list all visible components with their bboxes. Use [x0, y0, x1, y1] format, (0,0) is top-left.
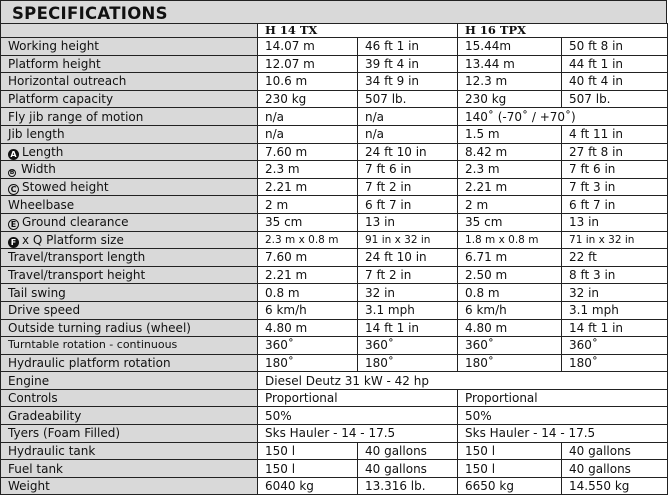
- spec-label: [1, 442, 258, 460]
- spec-value: 40 gallons: [562, 442, 668, 460]
- spec-value: 2.21 m: [258, 266, 358, 284]
- spec-label: [1, 196, 258, 214]
- spec-value: 2 m: [458, 196, 562, 214]
- table-row: [1, 55, 668, 73]
- spec-label-text: Weight: [8, 479, 50, 494]
- circled-letter-A-filled-icon: A: [8, 149, 19, 160]
- table-row: [1, 249, 668, 267]
- spec-value: 507 lb.: [358, 90, 458, 108]
- spec-label-text: Fly jib range of motion: [8, 109, 144, 124]
- spec-label: [1, 389, 258, 407]
- spec-value: 7 ft 3 in: [562, 178, 668, 196]
- spec-value: n/a: [358, 108, 458, 126]
- spec-label-text: x Q Platform size: [22, 232, 124, 247]
- spec-value: 7 ft 2 in: [358, 178, 458, 196]
- spec-value: 150 l: [258, 442, 358, 460]
- spec-label: [1, 372, 258, 390]
- spec-value: 15.44m: [458, 38, 562, 56]
- spec-label-text: Wheelbase: [8, 197, 75, 212]
- table-row: [1, 108, 668, 126]
- spec-value: 4.80 m: [258, 319, 358, 337]
- spec-value: 12.3 m: [458, 73, 562, 91]
- spec-value: 91 in x 32 in: [358, 231, 458, 249]
- spec-value: 44 ft 1 in: [562, 55, 668, 73]
- spec-label: [1, 477, 258, 495]
- spec-value: Sks Hauler - 14 - 17.5: [458, 425, 668, 443]
- spec-value: 6 ft 7 in: [562, 196, 668, 214]
- spec-value: 34 ft 9 in: [358, 73, 458, 91]
- spec-value: 360˚: [458, 337, 562, 355]
- spec-value: 360˚: [258, 337, 358, 355]
- spec-label-text: Width: [21, 162, 56, 177]
- spec-value: 6040 kg: [258, 477, 358, 495]
- spec-value: 3.1 mph: [562, 301, 668, 319]
- spec-value: 7 ft 2 in: [358, 266, 458, 284]
- spec-value: 150 l: [258, 460, 358, 478]
- spec-label: [1, 460, 258, 478]
- spec-value: 7.60 m: [258, 143, 358, 161]
- spec-label: [1, 301, 258, 319]
- table-row: [1, 389, 668, 407]
- model-header-h14tx: H 14 TX: [258, 24, 458, 38]
- table-row: [1, 143, 668, 161]
- spec-value: 2.3 m: [258, 161, 358, 179]
- spec-label-text: Hydraulic tank: [8, 443, 96, 458]
- table-row: [1, 319, 668, 337]
- table-row: [1, 161, 668, 179]
- table-row: [1, 125, 668, 143]
- table-row: [1, 213, 668, 231]
- spec-label: [1, 125, 258, 143]
- circled-letter-E-outline-icon: E: [8, 219, 19, 230]
- spec-label: [1, 143, 258, 161]
- spec-value: 180˚: [458, 354, 562, 372]
- spec-value: 180˚: [258, 354, 358, 372]
- spec-value: 180˚: [358, 354, 458, 372]
- spec-value: 8.42 m: [458, 143, 562, 161]
- spec-value: 40 gallons: [562, 460, 668, 478]
- spec-value: 13.44 m: [458, 55, 562, 73]
- table-row: [1, 90, 668, 108]
- spec-label-text: Platform height: [8, 56, 101, 71]
- spec-label: [1, 178, 258, 196]
- spec-value: 7.60 m: [258, 249, 358, 267]
- spec-value: 35 cm: [258, 213, 358, 231]
- spec-label: [1, 425, 258, 443]
- spec-label-text: Stowed height: [22, 180, 109, 195]
- table-header-row: [1, 24, 668, 38]
- spec-label: [1, 354, 258, 372]
- table-row: [1, 337, 668, 355]
- table-row: [1, 178, 668, 196]
- table-row: [1, 231, 668, 249]
- spec-value: 507 lb.: [562, 90, 668, 108]
- spec-value: 14.07 m: [258, 38, 358, 56]
- spec-value: 0.8 m: [258, 284, 358, 302]
- table-row: [1, 284, 668, 302]
- page-title: SPECIFICATIONS: [12, 4, 168, 23]
- spec-value: 7 ft 6 in: [358, 161, 458, 179]
- spec-label: [1, 266, 258, 284]
- spec-value: 22 ft: [562, 249, 668, 267]
- table-row: [1, 38, 668, 56]
- spec-value: 32 in: [358, 284, 458, 302]
- spec-value: 6 ft 7 in: [358, 196, 458, 214]
- spec-value: 2.21 m: [258, 178, 358, 196]
- spec-label-text: Length: [22, 144, 64, 159]
- spec-label-text: Engine: [8, 373, 50, 388]
- spec-value: 50%: [258, 407, 458, 425]
- spec-label: [1, 55, 258, 73]
- spec-label: [1, 407, 258, 425]
- spec-label: [1, 319, 258, 337]
- table-row: [1, 407, 668, 425]
- spec-label: [1, 90, 258, 108]
- spec-value: 6 km/h: [258, 301, 358, 319]
- spec-label-text: Travel/transport length: [8, 250, 146, 265]
- spec-value: n/a: [358, 125, 458, 143]
- header-blank: [1, 24, 258, 38]
- spec-value: 39 ft 4 in: [358, 55, 458, 73]
- table-row: [1, 372, 668, 390]
- spec-value: 40 gallons: [358, 460, 458, 478]
- spec-label: [1, 108, 258, 126]
- spec-value: 8 ft 3 in: [562, 266, 668, 284]
- circled-letter-B-small-icon: B: [9, 169, 15, 177]
- spec-label: [1, 161, 258, 179]
- spec-value: n/a: [258, 108, 358, 126]
- spec-value: 2.3 m: [458, 161, 562, 179]
- spec-value: 6650 kg: [458, 477, 562, 495]
- table-row: [1, 73, 668, 91]
- spec-value: 4 ft 11 in: [562, 125, 668, 143]
- spec-value: 35 cm: [458, 213, 562, 231]
- spec-value: 50 ft 8 in: [562, 38, 668, 56]
- spec-value: 1.5 m: [458, 125, 562, 143]
- spec-value: Proportional: [258, 389, 458, 407]
- specifications-table: [0, 23, 668, 495]
- spec-value: 27 ft 8 in: [562, 143, 668, 161]
- spec-label-text: Working height: [8, 39, 100, 54]
- spec-label-text: Outside turning radius (wheel): [8, 320, 191, 335]
- spec-value: 10.6 m: [258, 73, 358, 91]
- spec-value: 150 l: [458, 442, 562, 460]
- spec-value: 2 m: [258, 196, 358, 214]
- spec-value: 40 gallons: [358, 442, 458, 460]
- table-row: [1, 196, 668, 214]
- spec-value: 13 in: [358, 213, 458, 231]
- spec-value: 230 kg: [458, 90, 562, 108]
- spec-value: 6 km/h: [458, 301, 562, 319]
- spec-value: n/a: [258, 125, 358, 143]
- spec-label-text: Controls: [8, 391, 58, 406]
- spec-value: 14 ft 1 in: [358, 319, 458, 337]
- spec-value: 12.07 m: [258, 55, 358, 73]
- spec-value: 6.71 m: [458, 249, 562, 267]
- spec-label-text: Ground clearance: [22, 215, 129, 230]
- spec-value: 14.550 kg: [562, 477, 668, 495]
- spec-label-text: Tail swing: [8, 285, 66, 300]
- spec-value: 24 ft 10 in: [358, 143, 458, 161]
- spec-label-text: Fuel tank: [8, 461, 63, 476]
- spec-value: 140˚ (-70˚ / +70˚): [458, 108, 668, 126]
- spec-label: [1, 213, 258, 231]
- spec-label-text: Platform capacity: [8, 92, 114, 107]
- spec-value: 50%: [458, 407, 668, 425]
- spec-value: 4.80 m: [458, 319, 562, 337]
- spec-value: 7 ft 6 in: [562, 161, 668, 179]
- spec-label: [1, 73, 258, 91]
- spec-label: [1, 38, 258, 56]
- table-row: [1, 301, 668, 319]
- table-row: [1, 425, 668, 443]
- spec-value: Proportional: [458, 389, 668, 407]
- spec-value: 180˚: [562, 354, 668, 372]
- spec-value: 2.21 m: [458, 178, 562, 196]
- spec-value: 13.316 lb.: [358, 477, 458, 495]
- spec-label-text: Gradeability: [8, 408, 82, 423]
- model-header-h16tpx: H 16 TPX: [458, 24, 668, 38]
- table-row: [1, 460, 668, 478]
- circled-letter-C-outline-icon: C: [8, 184, 19, 195]
- spec-label: [1, 337, 258, 355]
- spec-value: 32 in: [562, 284, 668, 302]
- spec-value: 2.50 m: [458, 266, 562, 284]
- table-row: [1, 477, 668, 495]
- spec-value: 2.3 m x 0.8 m: [258, 231, 358, 249]
- spec-label: [1, 284, 258, 302]
- spec-value: 1.8 m x 0.8 m: [458, 231, 562, 249]
- spec-value: 71 in x 32 in: [562, 231, 668, 249]
- spec-value: Diesel Deutz 31 kW - 42 hp: [258, 372, 668, 390]
- spec-label-text: Tyers (Foam Filled): [8, 426, 121, 441]
- spec-value: 3.1 mph: [358, 301, 458, 319]
- spec-value: 360˚: [562, 337, 668, 355]
- spec-label-text: Travel/transport height: [8, 268, 146, 283]
- circled-letter-F-filled-icon: F: [8, 237, 19, 248]
- spec-value: 14 ft 1 in: [562, 319, 668, 337]
- spec-label-text: Drive speed: [8, 303, 81, 318]
- spec-value: 150 l: [458, 460, 562, 478]
- spec-label: [1, 231, 258, 249]
- spec-value: 0.8 m: [458, 284, 562, 302]
- spec-label-text: Hydraulic platform rotation: [8, 355, 171, 370]
- spec-label: [1, 249, 258, 267]
- table-row: [1, 442, 668, 460]
- title-bar: [0, 0, 667, 24]
- spec-value: 360˚: [358, 337, 458, 355]
- table-row: [1, 266, 668, 284]
- spec-value: 230 kg: [258, 90, 358, 108]
- spec-value: 24 ft 10 in: [358, 249, 458, 267]
- spec-label-text: Horizontal outreach: [8, 74, 127, 89]
- spec-label-text: Turntable rotation - continuous: [8, 338, 178, 352]
- spec-value: 40 ft 4 in: [562, 73, 668, 91]
- spec-value: 46 ft 1 in: [358, 38, 458, 56]
- table-row: [1, 354, 668, 372]
- spec-value: Sks Hauler - 14 - 17.5: [258, 425, 458, 443]
- spec-value: 13 in: [562, 213, 668, 231]
- spec-label-text: Jib length: [8, 127, 65, 142]
